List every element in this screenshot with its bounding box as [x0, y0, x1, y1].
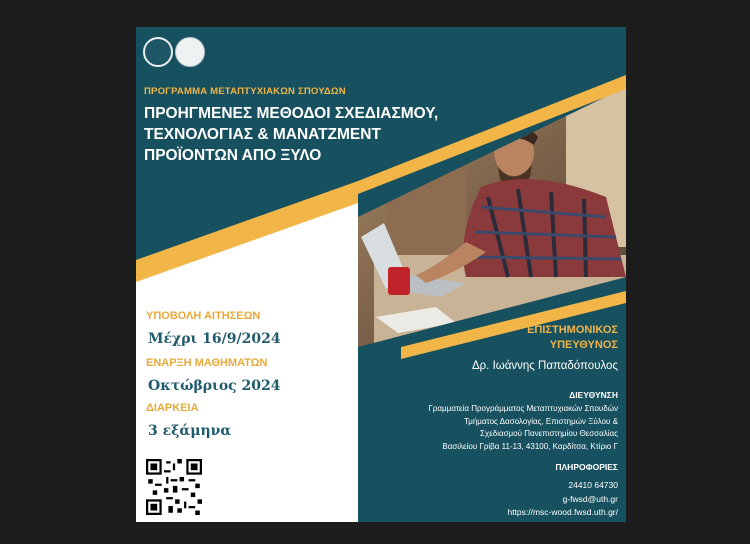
address-block [368, 403, 618, 453]
title-line-2: ΤΕΧΝΟΛΟΓΙΑΣ & ΜΑΝΑΤΖΜΕΝΤ [144, 126, 381, 143]
university-seal-icon [143, 37, 173, 67]
poster [136, 27, 626, 522]
scientific-lead-label-1: ΕΠΙΣΤΗΜΟΝΙΚΟΣ [527, 324, 618, 336]
department-emblem-icon [175, 37, 205, 67]
applications-label: ΥΠΟΒΟΛΗ ΑΙΤΗΣΕΩΝ [146, 310, 261, 322]
program-title [144, 103, 438, 166]
info-email[interactable]: g-fwsd@uth.gr [562, 493, 618, 504]
info-heading: ΠΛΗΡΟΦΟΡΙΕΣ [555, 462, 618, 472]
address-line: Σχεδιασμού Πανεπιστημίου Θεσσαλίας [480, 429, 618, 438]
applications-deadline: Μέχρι 16/9/2024 [148, 331, 281, 347]
scientific-lead-label [398, 323, 618, 353]
duration-label: ΔΙΑΡΚΕΙΑ [146, 402, 199, 414]
scientific-lead-name: Δρ. Ιωάννης Παπαδόπουλος [471, 360, 618, 372]
duration-value: 3 εξάμηνα [148, 423, 232, 439]
title-line-1: ΠΡΟΗΓΜΕΝΕΣ ΜΕΘΟΔΟΙ ΣΧΕΔΙΑΣΜΟΥ, [144, 105, 439, 122]
address-line: Τμήματος Δασολογίας, Επιστημών Ξύλου & [463, 416, 618, 426]
program-label: ΠΡΟΓΡΑΜΜΑ ΜΕΤΑΠΤΥΧΙΑΚΩΝ ΣΠΟΥΔΩΝ [144, 86, 346, 97]
address-line: Γραμματεία Προγράμματος Μεταπτυχιακών Σπουδών [428, 404, 618, 413]
title-line-3: ΠΡΟΪΟΝΤΩΝ ΑΠΟ ΞΥΛΟ [144, 147, 322, 164]
info-phone[interactable]: 24410 64730 [568, 480, 618, 490]
scientific-lead-label-2: ΥΠΕΥΘΥΝΟΣ [549, 339, 618, 351]
qr-code-icon[interactable] [146, 459, 202, 515]
start-date: Οκτώβριος 2024 [148, 378, 281, 394]
start-label: ΕΝΑΡΞΗ ΜΑΘΗΜΑΤΩΝ [146, 357, 268, 369]
address-heading: ΔΙΕΥΘΥΝΣΗ [569, 390, 618, 400]
info-url[interactable]: https://msc-wood.fwsd.uth.gr/ [507, 507, 618, 517]
info-block [418, 479, 618, 520]
address-line: Βασιλείου Γρίβα 11-13, 43100, Καρδίτσα, Κτίριο Γ [442, 441, 618, 451]
